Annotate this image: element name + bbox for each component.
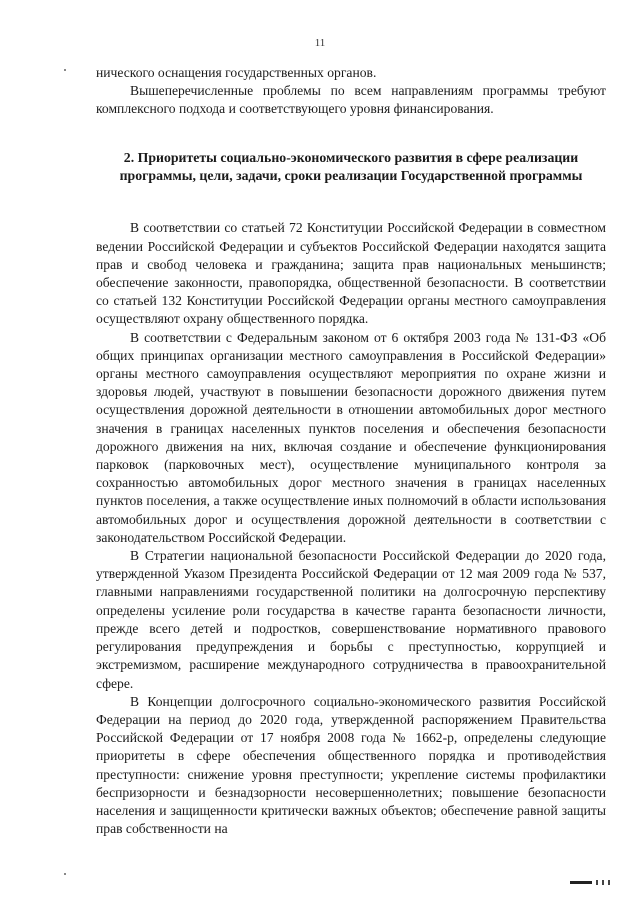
scan-artifact-dot	[64, 873, 66, 875]
scan-footer-mark	[570, 880, 610, 885]
paragraph-federal-law: В соответствии с Федеральным законом от 6 октября 2003 года № 131-ФЗ «Об общих принципах организации местного самоуправления в Российской Федерации» органы местного самоуправления осуществляют мероприятия по охране жизни и здоровья людей, участвуют в повышении безопасности дорожного движения путем осуществления дорожной деятельности в отношении автомобильных дорог местного значения в границах населенных пунктов поселения и обеспечения безопасности дорожного движения на них, включая создание и обеспечение функционирования парковок (парковочных мест), осуществление муниципального контроля за сохранностью автомобильных дорог местного значения в границах населенных пунктов поселения, а также осуществление иных полномочий в области использования автомобильных дорог и осуществления дорожной деятельности в соответствии с законодательством Российской Федерации.	[96, 329, 606, 545]
paragraph-continuation: нического оснащения государственных органов.	[96, 65, 377, 80]
scan-mark-bar	[570, 881, 592, 884]
scan-mark-tick	[596, 880, 598, 885]
page-number: 11	[314, 37, 326, 49]
scan-mark-tick	[608, 880, 610, 885]
scan-mark-tick	[602, 880, 604, 885]
paragraph-problems-summary: Вышеперечисленные проблемы по всем направлениям программы требуют комплексного подхода и соответствующего уровня финансирования.	[96, 83, 606, 117]
page-body	[96, 64, 606, 838]
paragraph-constitution: В соответствии со статьей 72 Конституции Российской Федерации в совместном ведении Российской Федерации и субъектов Российской Федерации находятся защита прав и свобод человека и гражданина; защита прав национальных меньшинств; обеспечение законности, правопорядка, общественной безопасности. В соответствии со статьей 132 Конституции Российской Федерации органы местного самоуправления осуществляют охрану общественного порядка.	[96, 220, 606, 327]
paragraph-security-strategy: В Стратегии национальной безопасности Российской Федерации до 2020 года, утвержденной Указом Президента Российской Федерации от 12 мая 2009 года № 537, главными направлениями государственной политики на долгосрочную перспективу определены усиление роли государства в качестве гаранта безопасности личности, прежде всего детей и подростков, совершенствование нормативного правового регулирования предупреждения и борьбы с преступностью, коррупцией и экстремизмом, расширение международного сотрудничества в правоохранительной сфере.	[96, 548, 606, 691]
scan-artifact-dot	[64, 69, 66, 71]
section-heading: 2. Приоритеты социально-экономического развития в сфере реализации программы, цели, задачи, сроки реализации Государственной программы	[119, 149, 583, 184]
paragraph-development-concept: В Концепции долгосрочного социально-экономического развития Российской Федерации на период до 2020 года, утвержденной распоряжением Правительства Российской Федерации от 17 ноября 2008 года № 1662-р, определены следующие приоритеты в сфере обеспечения общественного порядка и противодействия преступности: снижение уровня преступности; укрепление системы профилактики беспризорности и безнадзорности несовершеннолетних; повышение безопасности населения и защищенности критически важных объектов; обеспечение равной защиты прав собственности на	[96, 693, 606, 837]
